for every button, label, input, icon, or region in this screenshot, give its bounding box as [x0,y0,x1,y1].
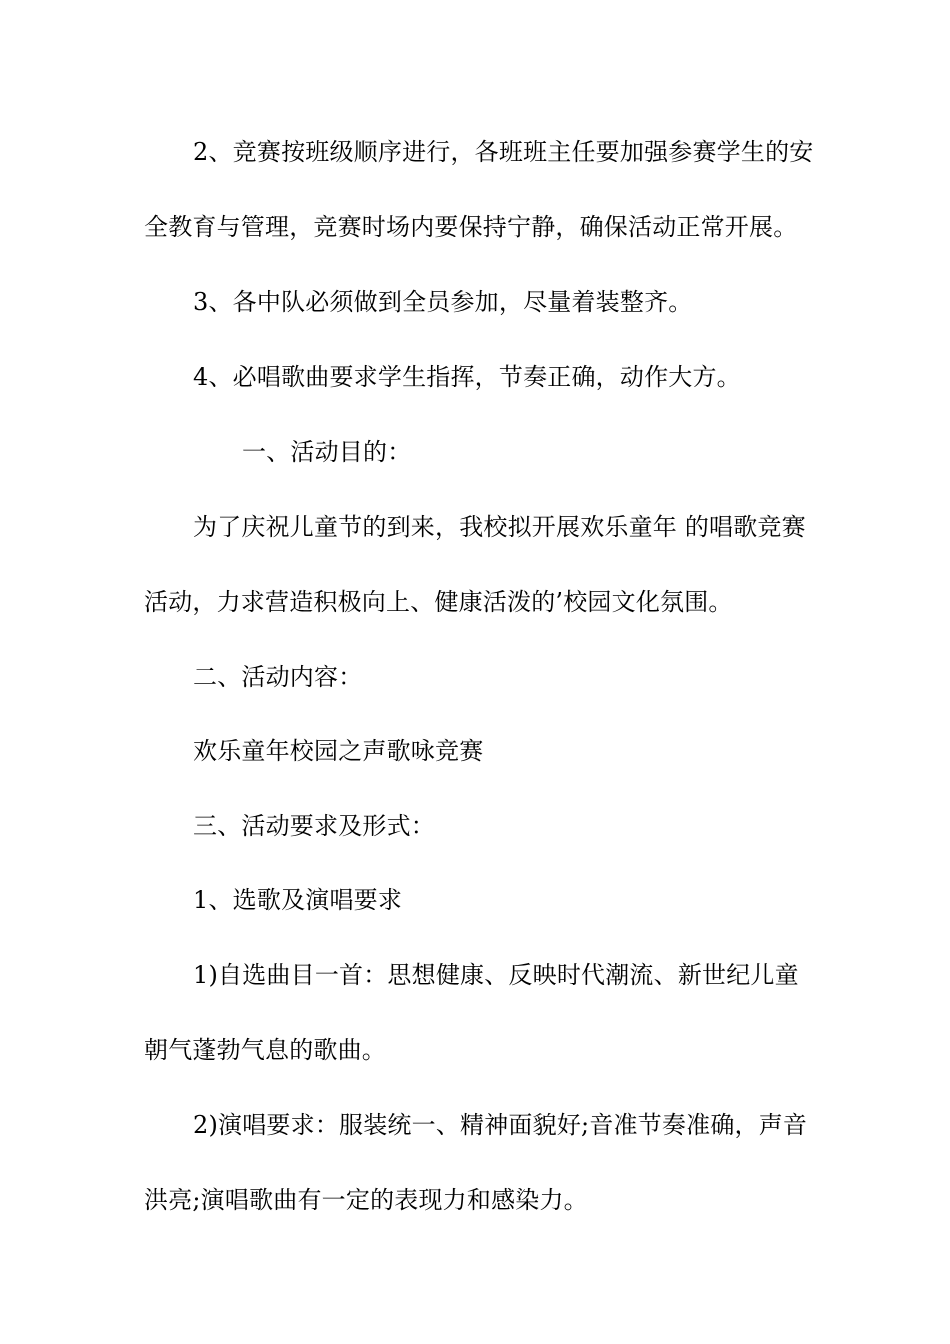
section-heading: 三、活动要求及形式： [193,812,435,840]
paragraph-line: 洪亮;演唱歌曲有一定的表现力和感染力。 [144,1186,588,1214]
paragraph-line: 活动，力求营造积极向上、健康活泼的’校园文化氛围。 [144,588,733,616]
section-heading: 一、活动目的： [242,438,412,466]
paragraph-line: 全教育与管理，竞赛时场内要保持宁静，确保活动正常开展。 [144,213,798,241]
paragraph-line: 2)演唱要求：服装统一、精神面貌好;音准节奏准确，声音 [193,1111,808,1139]
paragraph-line: 4、必唱歌曲要求学生指挥，节奏正确，动作大方。 [193,363,741,391]
paragraph-line: 为了庆祝儿童节的到来，我校拟开展欢乐童年 的唱歌竞赛 [193,513,806,541]
paragraph-line: 1、选歌及演唱要求 [193,886,403,914]
paragraph-line: 2、竞赛按班级顺序进行，各班班主任要加强参赛学生的安 [193,138,814,166]
paragraph-line: 朝气蓬勃气息的歌曲。 [144,1036,386,1064]
paragraph-line: 3、各中队必须做到全员参加，尽量着装整齐。 [193,288,693,316]
paragraph-line: 1)自选曲目一首：思想健康、反映时代潮流、新世纪儿童 [193,961,799,989]
section-heading: 二、活动内容： [193,663,363,691]
paragraph-line: 欢乐童年校园之声歌咏竞赛 [193,737,484,765]
